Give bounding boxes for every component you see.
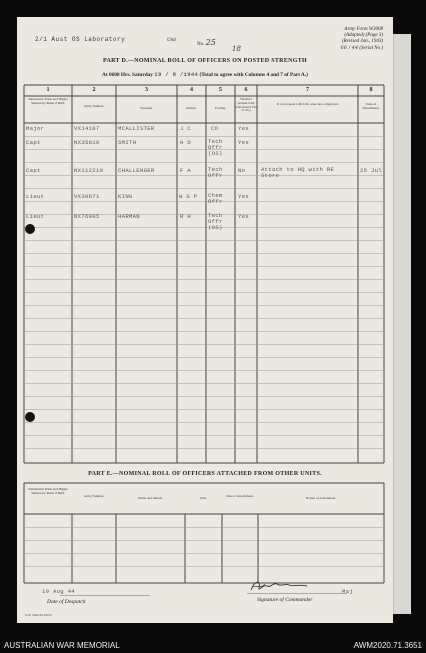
credit-accession-number: AWM2020.71.3651 [353,641,422,650]
row-present: Yes [238,213,249,220]
subtitle-suffix: (Total to agree with Columns 4 and 7 of Part A.) [199,72,308,78]
row-army-number: NX112210 [74,167,104,174]
row-army-number: NX76005 [74,213,100,220]
row-rank: Capt [26,167,41,174]
form-id-text: Army Form W3008 [344,27,383,32]
punch-hole [25,412,35,422]
header-e-army-number: Army Number. [83,494,105,498]
header-e-rank: Substantive Rank and Higher Temporary Rank if Held. [28,487,68,495]
row-initials: H D [180,139,191,146]
row-present: Yes [238,193,249,200]
serial-label: (Serial No.) [359,46,383,51]
unit-no-value-second: 18 [232,45,241,53]
serial-value: 66 / 44 [340,45,359,51]
roll-date-value: 19 / 8 /1944 [154,71,199,78]
row-posting: Tech Offr [208,166,223,179]
header-surname: Surname. [140,106,153,110]
unit-label: Unit [167,38,176,43]
row-detachment-date: 25 Jul [360,167,382,174]
header-present: Whether present with Unit (insert Yes or No) [235,97,257,113]
header-e-nature: Nature of Attachment. [305,496,337,500]
row-army-number: VX14107 [74,125,100,132]
col-number-8: 8 [369,87,373,93]
unit-name-text: 2/1 Aust OS Laboratory [35,36,126,43]
despatch-date-label: Date of Despatch [47,599,86,605]
army-form-page [17,17,393,623]
row-present: No [238,167,246,174]
unit-no-label: No. [197,42,205,47]
col-number-2: 2 [92,87,96,93]
header-army-number: Army Number. [83,104,105,108]
header-rank: Substantive Rank and Higher Temporary Rank if Held. [28,97,68,105]
header-e-name: Name and Initials. [138,496,163,500]
row-present: Yes [238,139,249,146]
part-e-title: PART E.—NOMINAL ROLL OF OFFICERS ATTACHED FROM OTHER UNITS. [88,471,322,477]
subtitle-prefix: At 0600 Hrs. Saturday [102,72,153,78]
row-surname: SMITH [118,139,137,146]
row-posting: Tech Offr (OS) [208,138,223,157]
row-employed: Attach to HQ with RE Store [261,166,335,179]
col-number-5: 5 [219,87,222,93]
form-revised-text: (Revised Jan., 1943) [341,39,383,44]
attached-back-page-strip [393,34,411,614]
row-initials: J C [180,125,191,132]
form-adapted-text: (Adapted) (Page 3) [344,33,383,38]
header-posting: Posting. [214,106,227,110]
header-e-attachment-date: Date of Attachment. [226,494,254,498]
row-posting: Tech Offr (OS) [208,212,223,231]
row-surname: MCALLISTER [118,125,155,132]
row-initials: R H [180,213,191,220]
row-posting: CO [211,125,219,132]
col-number-4: 4 [190,87,193,93]
row-initials: F A [180,167,191,174]
part-d-title: PART D.—NOMINAL ROLL OF OFFICERS ON POSTED STRENGTH [102,58,307,64]
col-number-3: 3 [145,87,148,93]
row-surname: HARMAN [118,213,140,220]
punch-hole [25,224,35,234]
row-surname: CHALLENGER [118,167,155,174]
row-army-number: VX30671 [74,193,100,200]
header-initials: Initials. [186,106,197,110]
credit-institution: AUSTRALIAN WAR MEMORIAL [4,641,120,650]
row-initials: W G P [179,193,198,200]
col-number-7: 7 [306,87,309,93]
row-present: Yes [238,125,249,132]
row-rank: Major [26,125,45,132]
row-army-number: NX35810 [74,139,100,146]
col-number-6: 6 [244,87,248,93]
unit-no-value: 25 [205,38,216,47]
header-employed: If not present with Unit, state how employed. [277,102,339,106]
row-rank: Lieut [26,193,45,200]
row-rank: Capt [26,139,41,146]
row-rank: Lieut [26,213,45,220]
signature-rank: Maj [342,588,353,595]
print-code: A.W. 1944 Kit 10/43 [25,613,52,617]
despatch-date-value: 19 Aug 44 [42,588,75,595]
row-posting: Chem Offr [208,192,223,205]
commander-signature [249,578,311,594]
col-number-1: 1 [46,87,50,93]
row-surname: KING [118,193,133,200]
header-detachment-date: Date of Detachment. [362,102,380,110]
signature-label: Signature of Commander [257,597,313,603]
header-e-unit: Unit. [200,496,207,500]
